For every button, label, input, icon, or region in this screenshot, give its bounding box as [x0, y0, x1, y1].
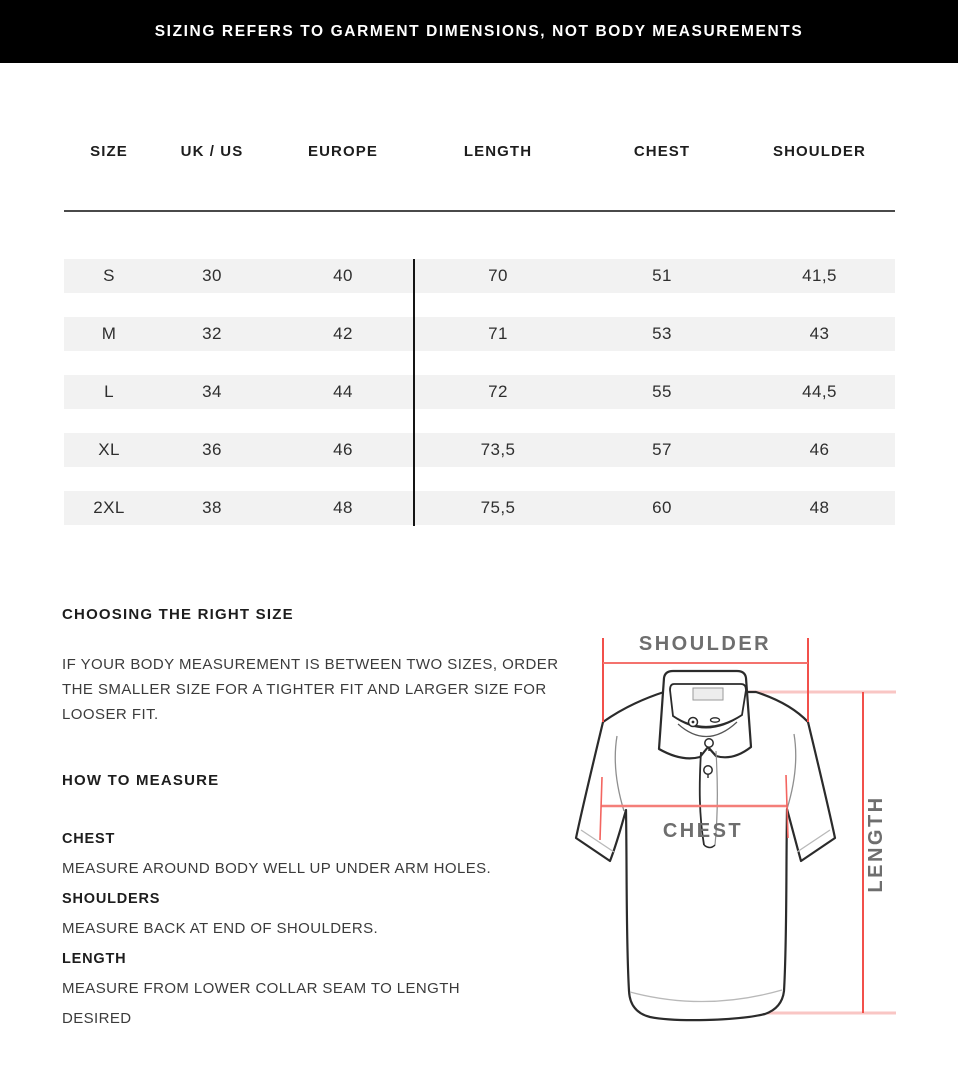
measurement-cell: 46: [333, 440, 353, 459]
measurement-cell: 51: [652, 266, 672, 285]
measurement-cell: 42: [333, 324, 353, 343]
measure-item-chest: [62, 824, 522, 884]
table-header-rule: [64, 210, 895, 212]
measurement-cell: 48: [809, 498, 830, 517]
chest-dimension-label: CHEST: [662, 820, 744, 842]
table-row: [64, 433, 895, 467]
measurement-cell: 30: [202, 266, 222, 285]
measurement-cell: 38: [202, 498, 222, 517]
size-cell: M: [101, 324, 117, 343]
measure-item-text: MEASURE BACK AT END OF SHOULDERS.: [62, 920, 379, 937]
measurement-cell: 44: [333, 382, 353, 401]
size-cell: S: [103, 266, 115, 285]
measurement-cell: 41,5: [802, 266, 837, 285]
choosing-size-heading: CHOOSING THE RIGHT SIZE: [62, 606, 294, 623]
measurement-cell: 46: [809, 440, 830, 459]
choosing-size-body: IF YOUR BODY MEASUREMENT IS BETWEEN TWO SIZES, ORDER THE SMALLER SIZE FOR A TIGHTER FIT AND LARGER SIZE FOR LOOSER FIT.: [62, 656, 559, 723]
collar-label: [693, 688, 723, 700]
size-cell: XL: [98, 440, 120, 459]
column-header-shoulder: SHOULDER: [773, 143, 866, 160]
measurement-cell: 32: [202, 324, 222, 343]
measurement-cell: 53: [652, 324, 672, 343]
size-cell: 2XL: [93, 498, 125, 517]
measurement-cell: 36: [202, 440, 222, 459]
column-header-uk-us: UK / US: [180, 143, 244, 160]
table-row: [64, 317, 895, 351]
table-row: [64, 259, 895, 293]
table-row: [64, 375, 895, 409]
measurement-cell: 44,5: [802, 382, 837, 401]
sizing-disclaimer-banner: [0, 0, 958, 63]
measure-item-text: MEASURE AROUND BODY WELL UP UNDER ARM HOLES.: [62, 860, 492, 877]
shoulder-dimension-label: SHOULDER: [638, 633, 772, 655]
measurement-cell: 73,5: [480, 440, 516, 459]
measure-item-length: [62, 944, 522, 1034]
measurement-cell: 34: [202, 382, 222, 401]
measurement-cell: 60: [652, 498, 672, 517]
table-column-divider: [413, 259, 415, 526]
length-dimension-label: LENGTH: [865, 795, 887, 893]
measurement-cell: 71: [488, 324, 508, 343]
column-header-europe: EUROPE: [308, 143, 378, 160]
measurement-cell: 40: [333, 266, 353, 285]
column-header-chest: CHEST: [633, 143, 691, 160]
measurement-cell: 70: [488, 266, 508, 285]
how-to-measure-heading: HOW TO MEASURE: [62, 772, 220, 789]
size-table-header: [64, 140, 895, 164]
measurement-cell: 48: [333, 498, 353, 517]
size-cell: L: [104, 382, 114, 401]
measurement-cell: 55: [652, 382, 672, 401]
measure-item-label: SHOULDERS: [62, 891, 161, 907]
sizing-disclaimer-text: SIZING REFERS TO GARMENT DIMENSIONS, NOT BODY MEASUREMENTS: [154, 22, 804, 40]
how-to-measure-list: [62, 824, 522, 1034]
measure-item-text: MEASURE FROM LOWER COLLAR SEAM TO LENGTH DESIRED: [62, 980, 461, 1027]
measurement-cell: 75,5: [480, 498, 516, 517]
measurement-cell: 72: [488, 382, 508, 401]
measure-item-shoulders: [62, 884, 522, 944]
table-row: [64, 491, 895, 525]
measurement-cell: 43: [809, 324, 830, 343]
column-header-length: LENGTH: [463, 143, 533, 160]
measurement-cell: 57: [652, 440, 672, 459]
measure-item-label: LENGTH: [62, 951, 127, 967]
column-header-size: SIZE: [90, 143, 128, 160]
measure-item-label: CHEST: [62, 831, 116, 847]
polo-shirt-diagram: [560, 600, 958, 1070]
